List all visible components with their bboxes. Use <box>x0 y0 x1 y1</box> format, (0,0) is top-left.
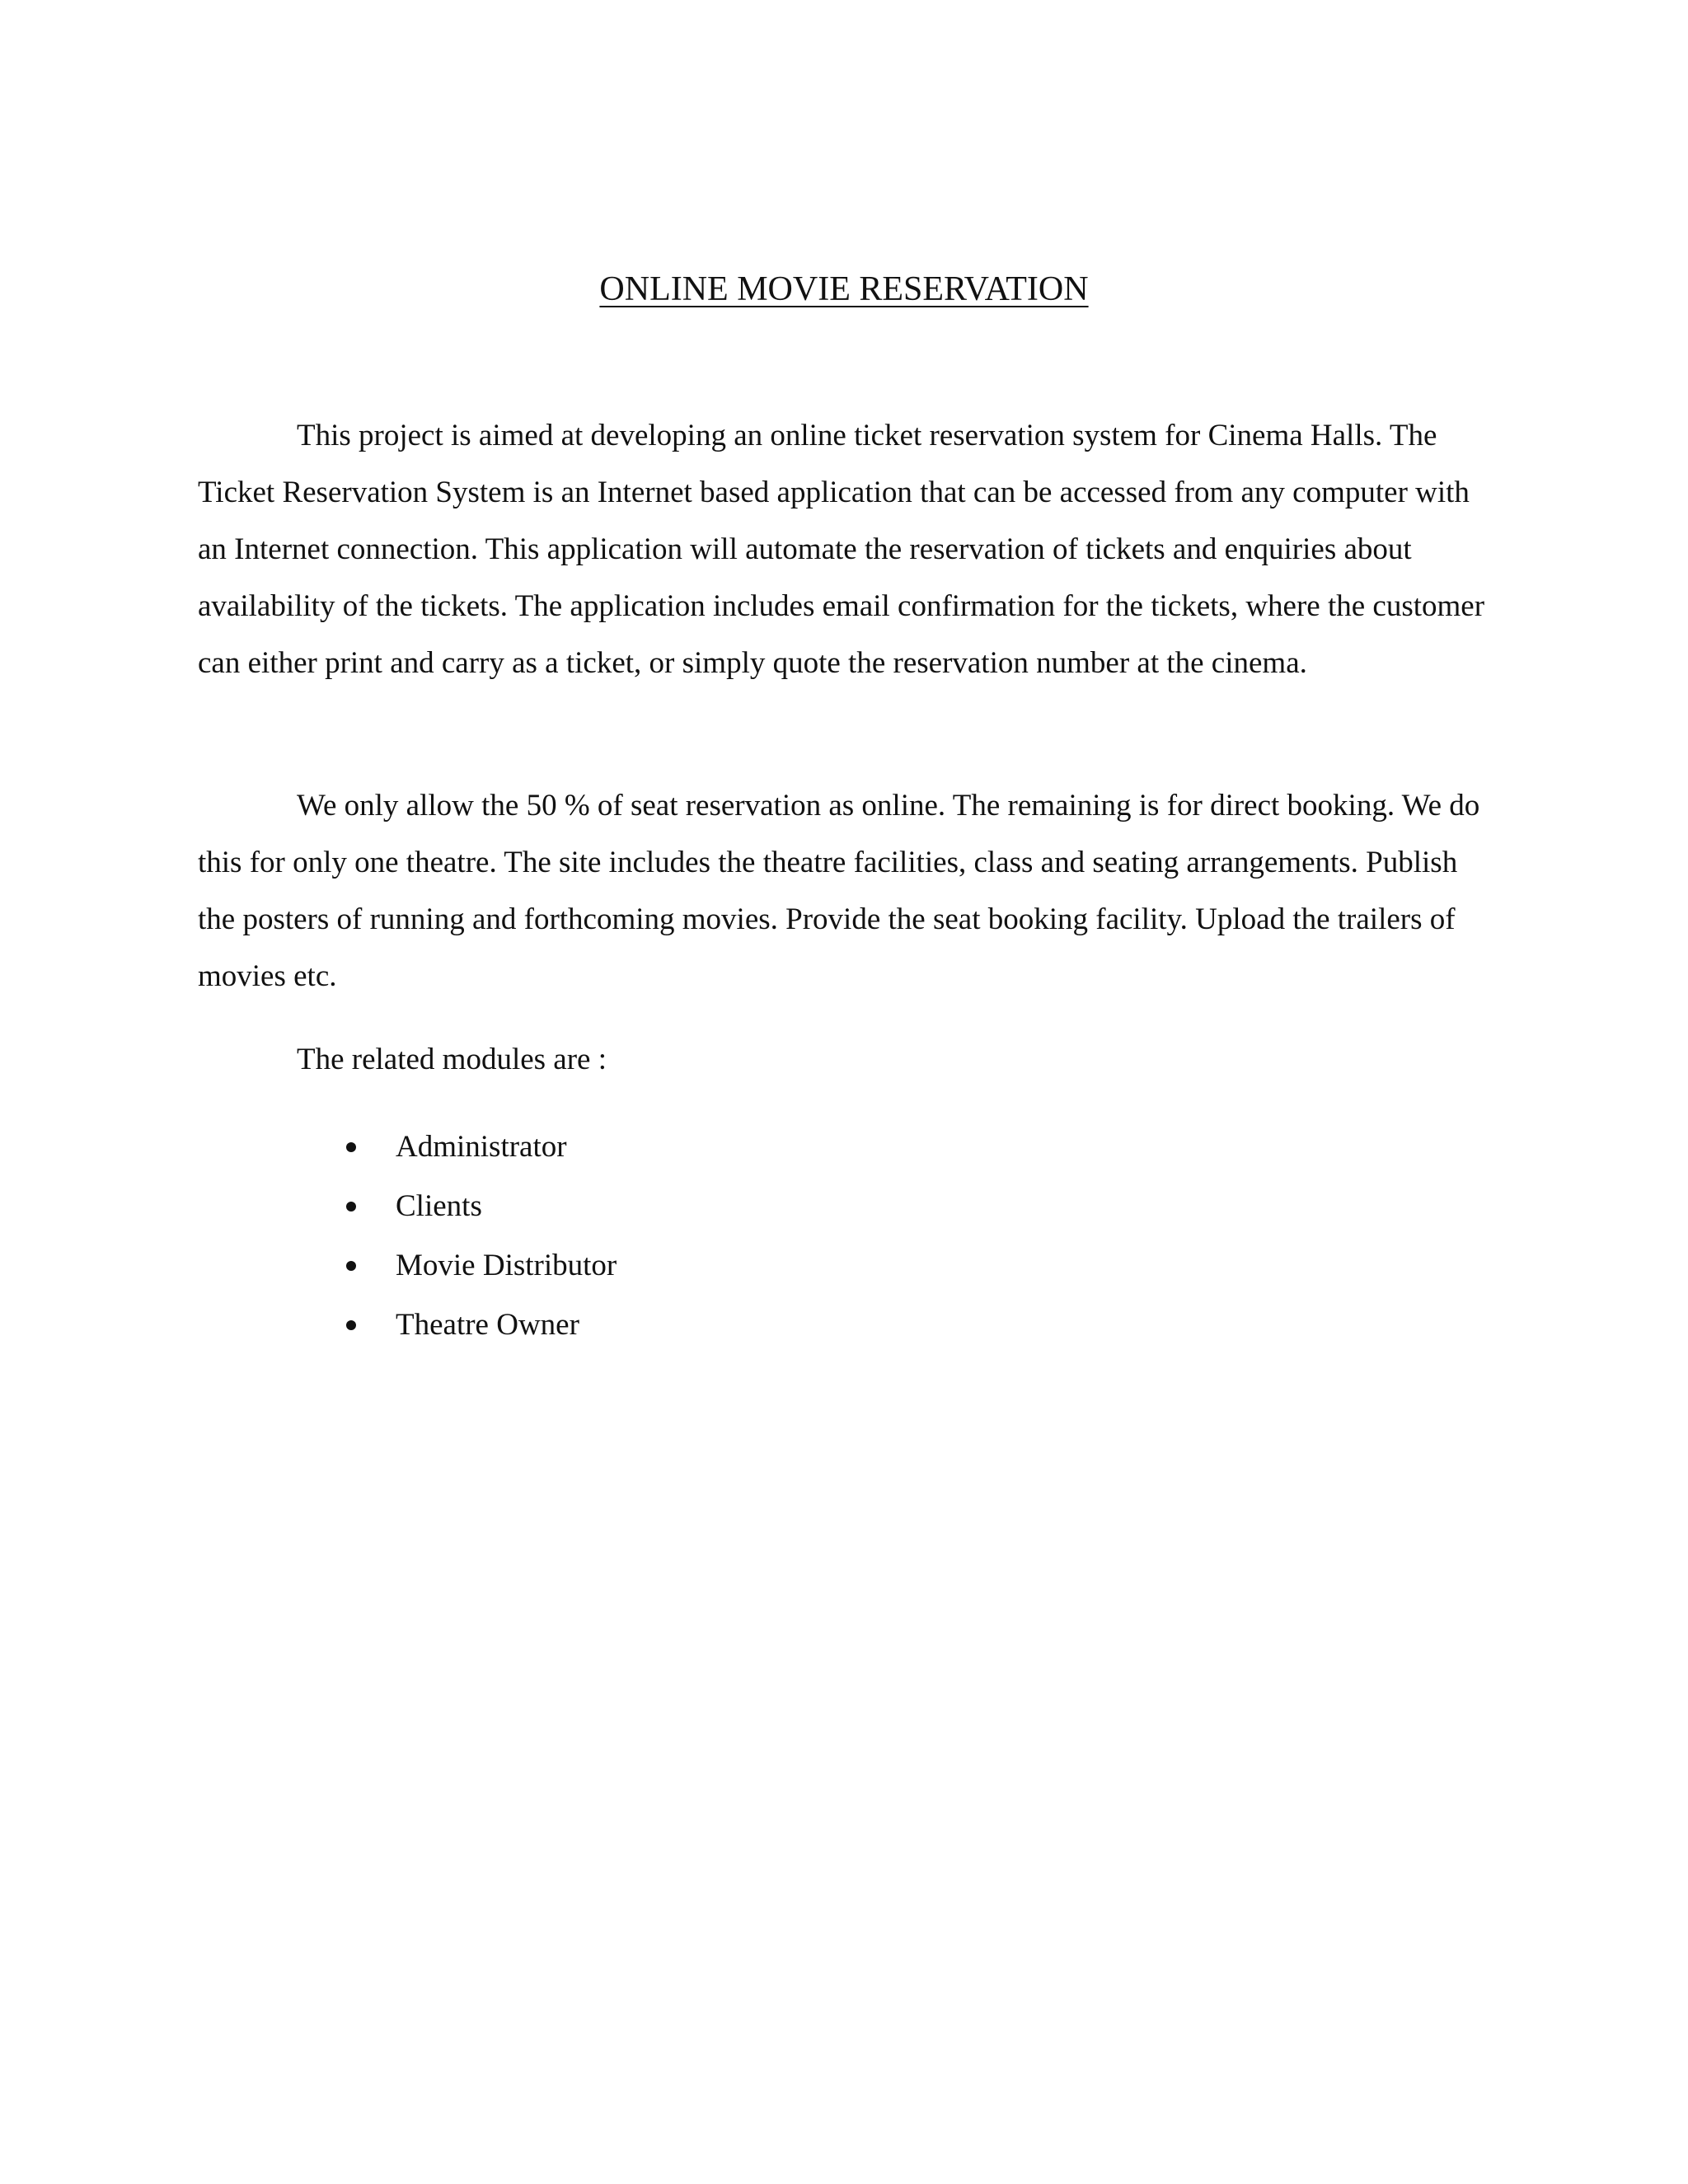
module-item-clients <box>346 1177 617 1236</box>
reservation-policy-text: We only allow the 50 % of seat reservation as online. The remaining is for direct booking. We do this for only one theatre. The site includes the theatre facilities, class and seating arrangements. Publish the posters of running and forthcoming movies. Provide the seat booking facility. Upload the trailers of movies etc. <box>198 789 1480 993</box>
document-title <box>0 265 1688 313</box>
module-label: Theatre Owner <box>396 1308 579 1342</box>
bullet-icon <box>346 1320 356 1330</box>
bullet-icon <box>346 1202 356 1212</box>
intro-paragraph <box>198 407 1492 691</box>
modules-list <box>346 1118 617 1355</box>
bullet-icon <box>346 1261 356 1271</box>
module-item-administrator <box>346 1118 617 1177</box>
modules-intro-text: The related modules are : <box>297 1043 607 1076</box>
bullet-icon <box>346 1142 356 1152</box>
intro-paragraph-text: This project is aimed at developing an online ticket reservation system for Cinema Halls. The Ticket Reservation System is an Internet based application that can be accessed from any computer with an Internet connection. This application will automate the reservation of tickets and enquiries about availability of the tickets. The application includes email confirmation for the tickets, where the customer can either print and carry as a ticket, or simply quote the reservation number at the cinema. <box>198 419 1485 680</box>
module-item-movie-distributor <box>346 1236 617 1296</box>
document-title-text: ONLINE MOVIE RESERVATION <box>599 270 1089 308</box>
module-item-theatre-owner <box>346 1296 617 1355</box>
modules-intro-paragraph <box>198 1031 1492 1088</box>
module-label: Clients <box>396 1189 482 1223</box>
module-label: Movie Distributor <box>396 1249 617 1282</box>
reservation-policy-paragraph <box>198 777 1492 1005</box>
module-label: Administrator <box>396 1130 567 1164</box>
